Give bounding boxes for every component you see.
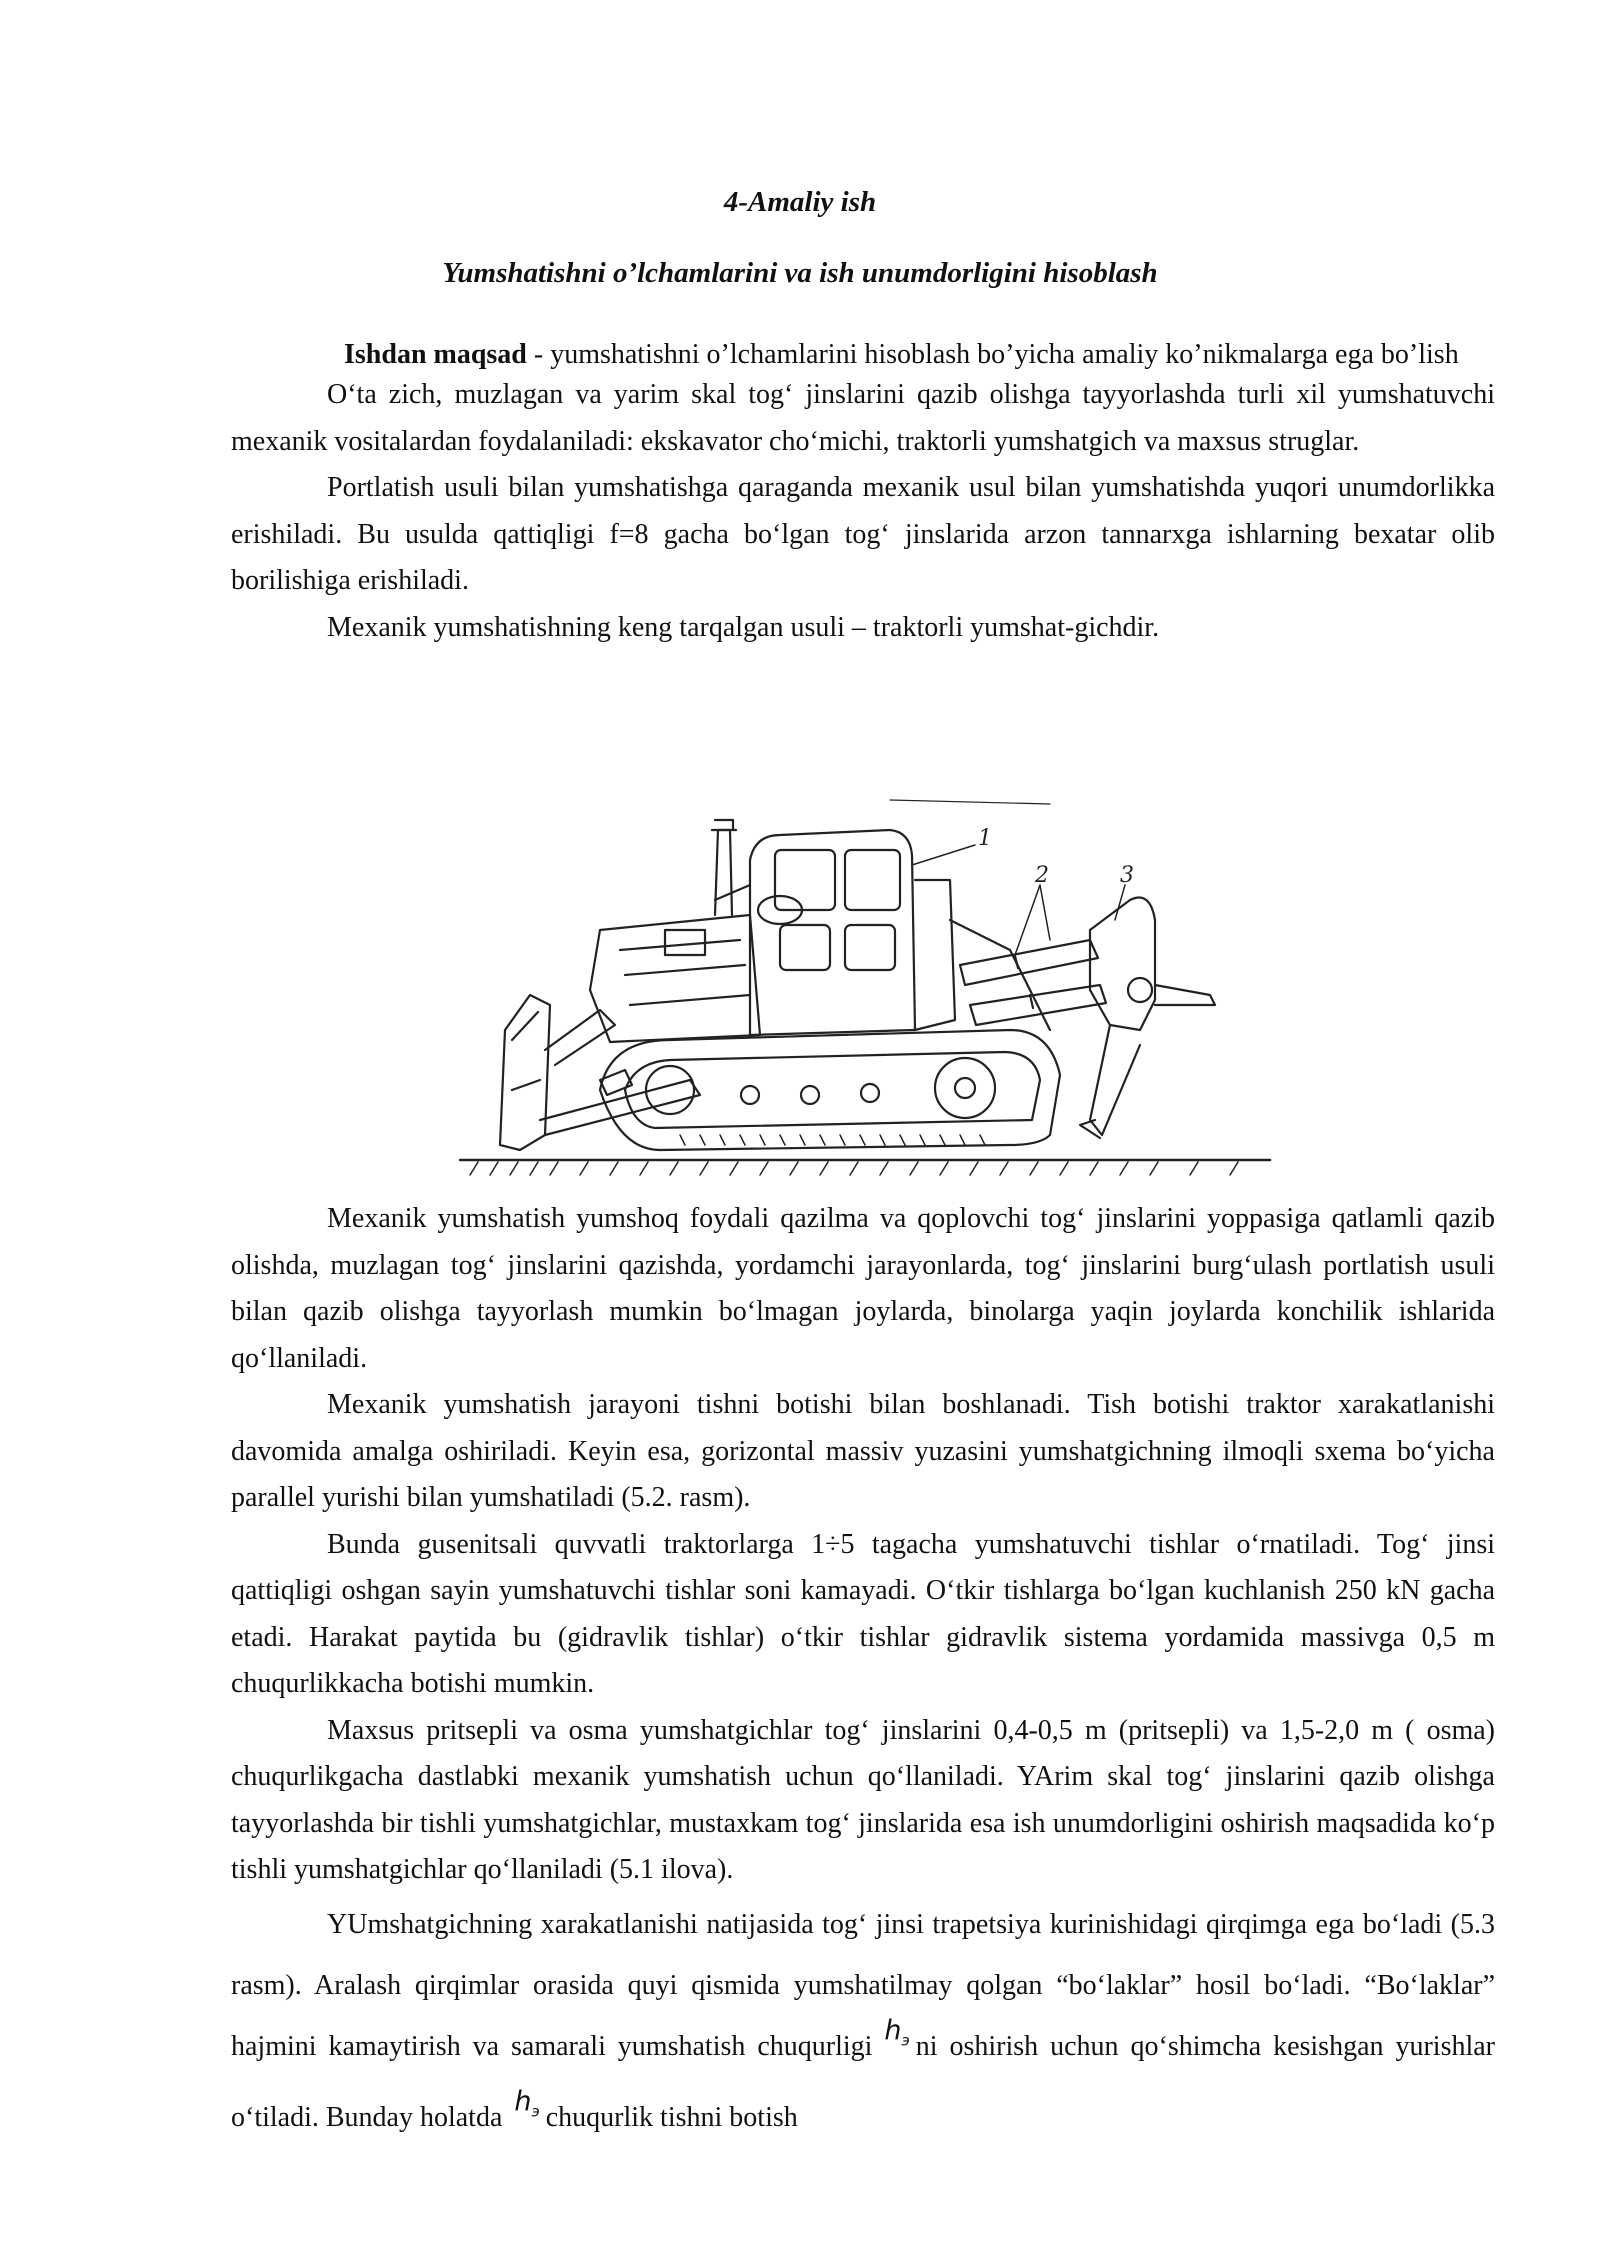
aim-paragraph (231, 338, 1495, 372)
paragraph: O‘ta zich, muzlagan va yarim skal tog‘ jinslarini qazib olishga tayyorlashda turli xil yumshatuvchi mexanik vositalardan foydalaniladi: ekskavator cho‘michi, traktorli yumshatgich va maxsus struglar. (231, 379, 1495, 457)
cab-window (775, 850, 835, 910)
text-block-bottom (231, 1196, 1495, 2158)
paragraph: Mexanik yumshatish jarayoni tishni botishi bilan boshlanadi. Tish botishi traktor xarakatlanishi davomida amalga oshiriladi. Keyin esa, gorizontal massiv yuzasini yumshatgichning ilmoqli sxema bo‘yicha parallel yurishi bilan yumshatiladi (5.2. rasm). (231, 1389, 1495, 1513)
paragraph: Mexanik yumshatishning keng tarqalgan usuli – traktorli yumshat-gichdir. (327, 611, 1160, 643)
ripper-frame (1090, 898, 1155, 1031)
page-title: 4-Amaliy ish (723, 186, 877, 218)
figure-label-3: 3 (1120, 863, 1134, 888)
dozer-blade (500, 995, 550, 1150)
figure-label-2: 2 (1035, 863, 1049, 888)
last-text-3: chuqurlik tishni botish (545, 2101, 798, 2133)
paragraph: Maxsus pritsepli va osma yumshatgichlar tog‘ jinslarini 0,4-0,5 m (pritsepli) va 1,5-2,0 m ( osma) chuqurlikgacha dastlabki mexanik yumshatish uchun qo‘llaniladi. YArim skal tog‘ jinslarini qazib olishga tayyorlashda bir tishli yumshatgichlar, mustaxkam tog‘ jinslarida esa ish unumdorligini oshirish maqsadida ko‘p tishli yumshatgichlar qo‘llaniladi (5.1 ilova). (231, 1714, 1495, 1885)
aim-label: Ishdan maqsad (344, 339, 527, 370)
page-subtitle: Yumshatishni o’lchamlarini va ish unumdorligini hisoblash (442, 257, 1158, 289)
tractor-body (590, 915, 760, 1042)
last-text-1: YUmshatgichning xarakatlanishi natijasida tog‘ jinsi trapetsiya kurinishidagi qirqimga ega bo‘ladi (5.3 rasm). Aralash qirqimlar orasida quyi qismida yumshatilmay qolgan “bo‘laklar” hosil bo‘ladi. “Bo‘laklar” hajmini kamaytirish va samarali yumshatish chuqurligi (231, 1908, 1495, 2062)
paragraph: Mexanik yumshatish yumshoq foydali qazilma va qoplovchi tog‘ jinslarini yoppasiga qatlamli qazib olishda, muzlagan tog‘ jinslarini qazishda, yordamchi jarayonlarda, tog‘ jinslarini burg‘ulash portlatish usuli bilan qazib olishga tayyorlash mumkin bo‘lmagan joylarda, binolarga yaqin joylarda konchilik ishlarida qo‘llaniladi. (231, 1203, 1495, 1374)
depth-symbol: $h_э$ (514, 2085, 540, 2121)
figure-label-1: 1 (978, 826, 992, 851)
aim-text: - yumshatishni o’lchamlarini hisoblash bo’yicha amaliy ko’nikmalarga ega bo’lish (526, 339, 1459, 370)
track (600, 1030, 1060, 1150)
last-text-2: ni oshirish uchun qo‘shimcha kesishgan yurishlar o‘tiladi. Bunday holatda (231, 2030, 1495, 2133)
ripper-tooth (1090, 1025, 1140, 1135)
bulldozer-ripper-figure (450, 790, 1280, 1195)
idler-wheel (935, 1058, 995, 1118)
text-block-top (231, 338, 1495, 651)
depth-symbol: $h_э$ (884, 2014, 910, 2049)
ground-hatching (470, 1162, 1238, 1175)
paragraph: Portlatish usuli bilan yumshatishga qaraganda mexanik usul bilan yumshatishda yuqori unumdorlikka erishiladi. Bu usulda qattiqligi f=8 gacha bo‘lgan tog‘ jinslarida arzon tannarxga ishlarning bexatar olib borilishiga erishiladi. (231, 472, 1495, 596)
exhaust-pipe (715, 830, 732, 915)
paragraph-last (231, 1894, 1495, 2159)
ripper-cylinder (960, 940, 1098, 985)
paragraph: Bunda gusenitsali quvvatli traktorlarga 1÷5 tagacha yumshatuvchi tishlar o‘rnatiladi. Tog‘ jinsi qattiqligi oshgan sayin yumshatuvchi tishlar soni kamayadi. O‘tkir tishlarga bo‘lgan kuchlanish 250 kN gacha etadi. Harakat paytida bu (gidravlik tishlar) o‘tkir tishlar gidravlik sistema yordamida massivga 0,5 m chuqurlikkacha botishi mumkin. (231, 1528, 1495, 1699)
